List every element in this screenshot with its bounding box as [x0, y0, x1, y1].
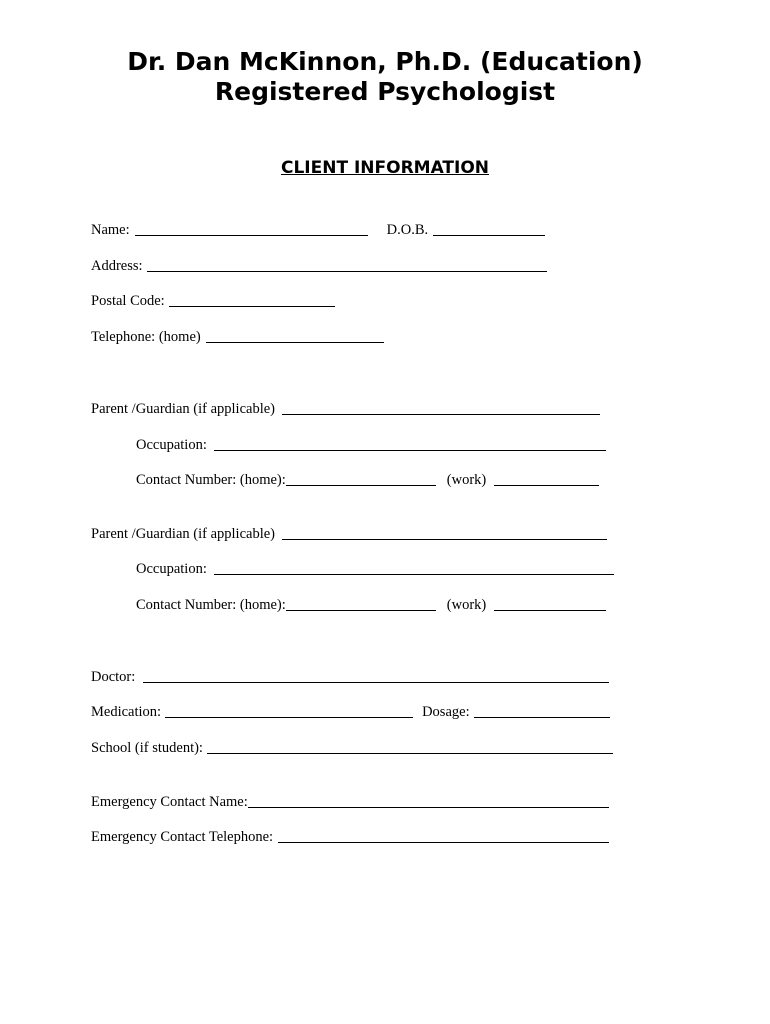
emergency-telephone-field[interactable] — [278, 828, 609, 843]
school-row — [91, 737, 613, 757]
guardian2-work-label: (work) — [446, 597, 487, 613]
telephone-row — [91, 326, 384, 346]
guardian1-work-field[interactable] — [494, 471, 599, 486]
guardian2-row — [91, 523, 607, 543]
doctor-label: Doctor: — [91, 669, 136, 685]
address-field[interactable] — [147, 257, 547, 272]
emergency-telephone-row — [91, 826, 609, 846]
name-field[interactable] — [135, 221, 368, 236]
guardian2-field[interactable] — [282, 525, 607, 540]
address-row — [91, 255, 547, 275]
guardian1-contact-row — [136, 469, 599, 489]
guardian2-occupation-label: Occupation: — [136, 561, 207, 577]
dosage-label: Dosage: — [422, 704, 470, 720]
medication-field[interactable] — [165, 703, 413, 718]
guardian1-row — [91, 398, 600, 418]
doctor-row — [91, 666, 609, 686]
doctor-field[interactable] — [143, 668, 609, 683]
guardian1-occupation-label: Occupation: — [136, 437, 207, 453]
school-field[interactable] — [207, 739, 613, 754]
name-row — [91, 219, 545, 239]
dosage-field[interactable] — [474, 703, 610, 718]
postal-code-label: Postal Code: — [91, 293, 165, 309]
guardian2-contact-home-label: Contact Number: (home): — [136, 597, 286, 613]
form-heading: CLIENT INFORMATION — [280, 158, 490, 178]
emergency-name-label: Emergency Contact Name: — [91, 794, 248, 810]
practitioner-name: Dr. Dan McKinnon, Ph.D. (Education) — [127, 47, 643, 76]
medication-row — [91, 701, 610, 721]
telephone-home-label: Telephone: (home) — [91, 329, 201, 345]
guardian1-field[interactable] — [282, 400, 600, 415]
guardian1-occupation-row — [136, 434, 606, 454]
telephone-home-field[interactable] — [206, 328, 384, 343]
guardian2-work-field[interactable] — [494, 596, 606, 611]
guardian2-occupation-field[interactable] — [214, 560, 614, 575]
emergency-telephone-label: Emergency Contact Telephone: — [91, 829, 274, 845]
guardian2-contact-row — [136, 594, 606, 614]
practitioner-title: Registered Psychologist — [214, 77, 556, 106]
school-label: School (if student): — [91, 740, 203, 756]
guardian1-contact-home-label: Contact Number: (home): — [136, 472, 286, 488]
guardian1-work-label: (work) — [446, 472, 487, 488]
emergency-name-field[interactable] — [248, 793, 609, 808]
guardian1-label: Parent /Guardian (if applicable) — [91, 401, 275, 417]
dob-field[interactable] — [433, 221, 545, 236]
guardian2-contact-home-field[interactable] — [286, 596, 436, 611]
medication-label: Medication: — [91, 704, 162, 720]
postal-code-row — [91, 290, 335, 310]
guardian2-label: Parent /Guardian (if applicable) — [91, 526, 275, 542]
guardian1-occupation-field[interactable] — [214, 436, 606, 451]
dob-label: D.O.B. — [386, 222, 429, 238]
address-label: Address: — [91, 258, 143, 274]
guardian1-contact-home-field[interactable] — [286, 471, 436, 486]
postal-code-field[interactable] — [169, 292, 335, 307]
emergency-name-row — [91, 791, 609, 811]
name-label: Name: — [91, 222, 130, 238]
guardian2-occupation-row — [136, 558, 614, 578]
